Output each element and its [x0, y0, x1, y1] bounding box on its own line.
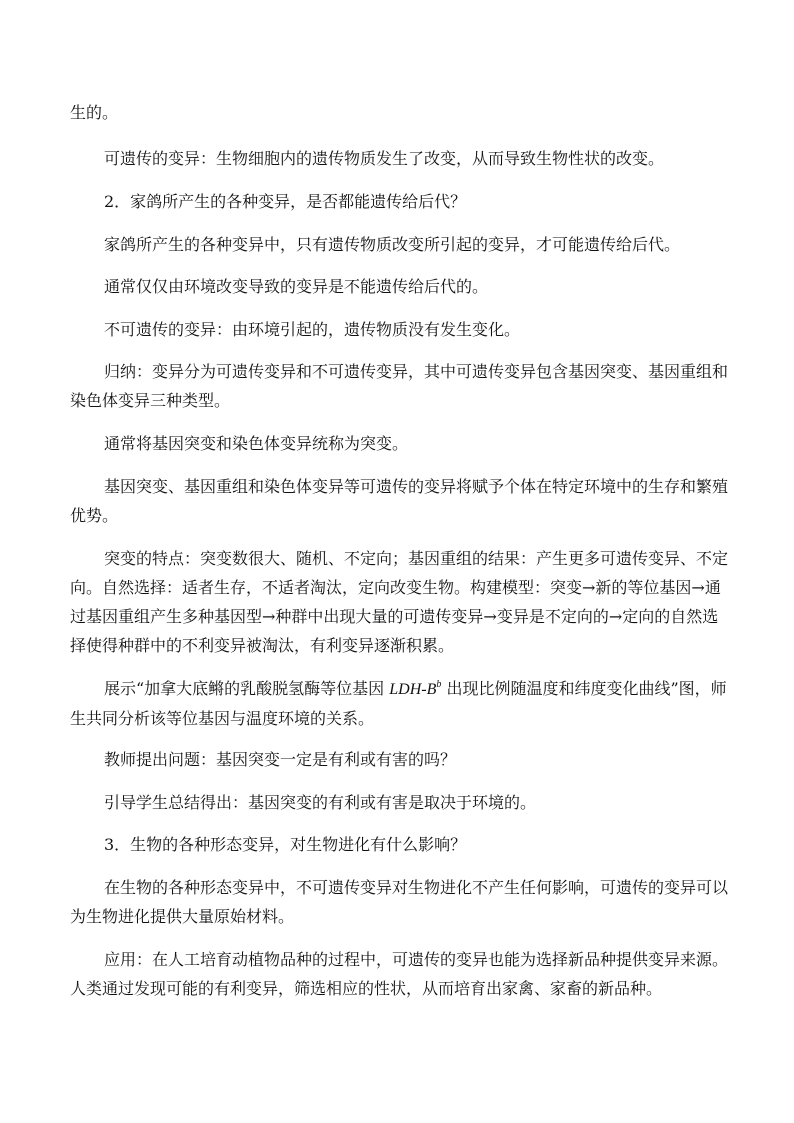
paragraph-environment-variation: 通常仅仅由环境改变导致的变异是不能遗传给后代的。: [104, 277, 489, 296]
paragraph-show-figure: [70, 674, 730, 733]
figure-text-start: 展示“加拿大底鳉的乳酸脱氢酶等位基因: [104, 679, 390, 698]
gene-name: LDH-B: [389, 681, 437, 698]
figure-text-end: 出现比例随温度和纬度变化曲线”图，师生共同分析该等位基因与温度环境的关系。: [70, 679, 727, 728]
paragraph-summary: 归纳：变异分为可遗传变异和不可遗传变异，其中可遗传变异包含基因突变、基因重组和染色体变异三种类型。: [70, 362, 729, 410]
paragraph-advantage: 基因突变、基因重组和染色体变异等可遗传的变异将赋予个体在特定环境中的生存和繁殖优势。: [70, 477, 729, 525]
paragraph-pigeon-variation: 家鸽所产生的各种变异中，只有遗传物质改变所引起的变异，才可能遗传给后代。: [104, 235, 681, 254]
question-3: 3．生物的各种形态变异，对生物进化有什么影响？: [104, 835, 467, 854]
paragraph-teacher-question: 教师提出问题：基因突变一定是有利或有害的吗？: [104, 750, 457, 769]
paragraph-heritable-variation-definition: 可遗传的变异：生物细胞内的遗传物质发生了改变，从而导致生物性状的改变。: [104, 149, 665, 168]
paragraph-continuation: 生的。: [70, 103, 119, 122]
gene-superscript: b: [436, 678, 442, 690]
paragraph-student-conclusion: 引导学生总结得出：基因突变的有利或有害是取决于环境的。: [104, 793, 537, 812]
paragraph-mutation-term: 通常将基因突变和染色体变异统称为突变。: [104, 434, 409, 453]
question-2: 2．家鸽所产生的各种变异，是否都能遗传给后代？: [104, 192, 467, 211]
paragraph-nonheritable-definition: 不可遗传的变异：由环境引起的，遗传物质没有发生变化。: [104, 320, 521, 339]
paragraph-evolution-effect: 在生物的各种形态变异中，不可遗传变异对生物进化不产生任何影响，可遗传的变异可以为生物进化提供大量原始材料。: [70, 878, 729, 926]
paragraph-application: 应用：在人工培育动植物品种的过程中，可遗传的变异也能为选择新品种提供变异来源。人类通过发现可能的有利变异，筛选相应的性状，从而培育出家禽、家畜的新品种。: [70, 950, 729, 998]
paragraph-mutation-characteristics: 突变的特点：突变数很大、随机、不定向；基因重组的结果：产生更多可遗传变异、不定向。自然选择：适者生存，不适者淘汰，定向改变生物。构建模型：突变→新的等位基因→通过基因重组产生多种基因型→种群中出现大量的可遗传变异→变异是不定向的→定向的自然选择使得种群中的不利变异被淘汰，有利变异逐渐积累。: [70, 549, 729, 655]
